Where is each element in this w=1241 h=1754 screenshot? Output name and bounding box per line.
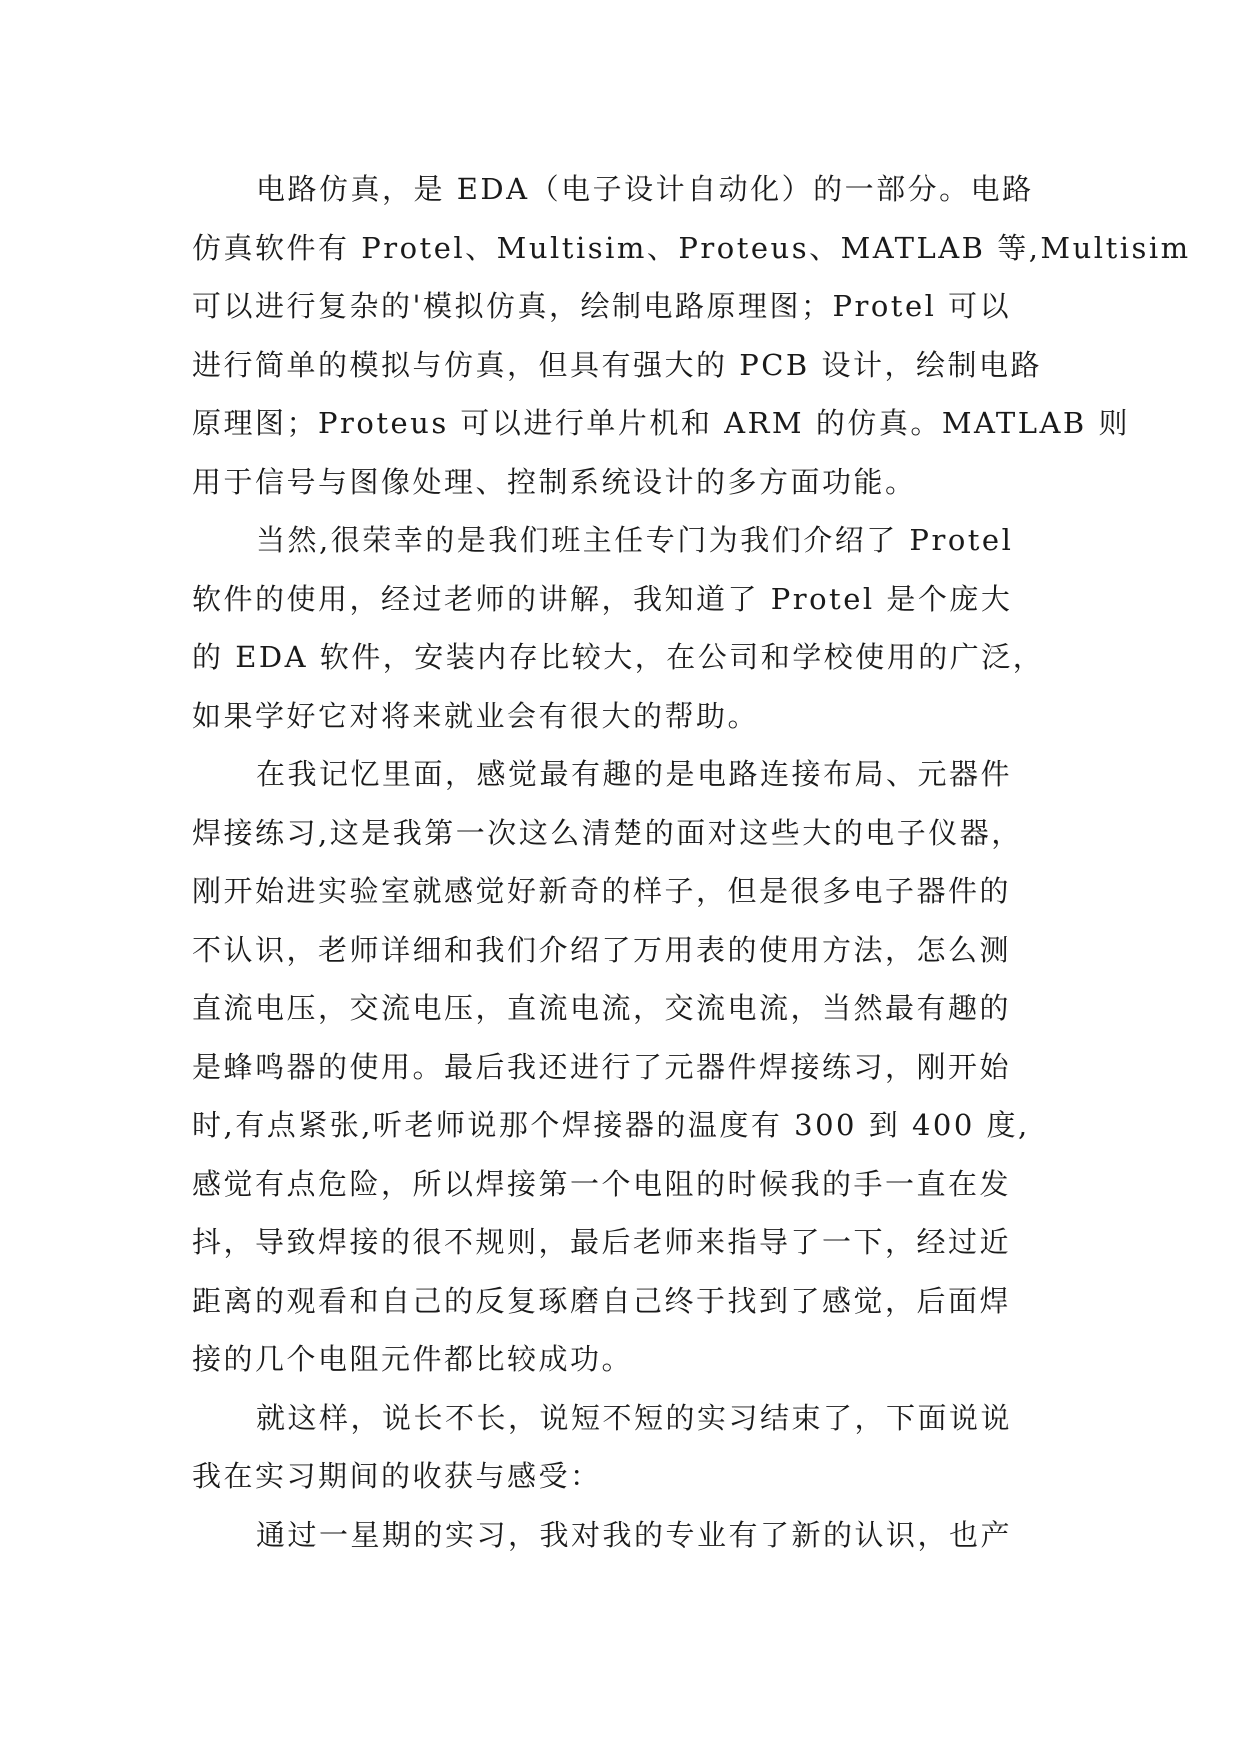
paragraph-reflection: [192, 1506, 1072, 1565]
paragraph-line: 的 EDA 软件，安装内存比较大，在公司和学校使用的广泛，: [192, 640, 1045, 674]
paragraph-line: 电路仿真，是 EDA（电子设计自动化）的一部分。电路: [256, 172, 1034, 206]
paragraph-line: 感觉有点危险，所以焊接第一个电阻的时候我的手一直在发: [192, 1166, 1012, 1201]
paragraph-line: 是蜂鸣器的使用。最后我还进行了元器件焊接练习，刚开始: [192, 1049, 1012, 1084]
paragraph-line: 距离的观看和自己的反复琢磨自己终于找到了感觉，后面焊: [192, 1283, 1012, 1318]
paragraph-line: 接的几个电阻元件都比较成功。: [192, 1342, 634, 1376]
paragraph-line: 在我记忆里面，感觉最有趣的是电路连接布局、元器件: [256, 757, 1013, 791]
paragraph-line: 通过一星期的实习，我对我的专业有了新的认识，也产: [256, 1517, 1013, 1552]
paragraph-line: 用于信号与图像处理、控制系统设计的多方面功能。: [192, 464, 917, 499]
paragraph-line: 仿真软件有 Protel、Multisim、Proteus、MATLAB 等,Multisim: [192, 230, 1191, 265]
paragraph-eda-simulation: [192, 160, 1191, 511]
paragraph-line: 当然,很荣幸的是我们班主任专门为我们介绍了 Protel: [256, 523, 1014, 557]
paragraph-line: 焊接练习,这是我第一次这么清楚的面对这些大的电子仪器，: [192, 815, 1023, 850]
paragraph-line: 不认识，老师详细和我们介绍了万用表的使用方法，怎么测: [192, 932, 1012, 967]
paragraph-protel-intro: [192, 511, 1072, 745]
paragraph-soldering-practice: [192, 745, 1072, 1389]
paragraph-line: 软件的使用，经过老师的讲解，我知道了 Protel 是个庞大: [192, 581, 1013, 616]
paragraph-line: 就这样，说长不长，说短不短的实习结束了，下面说说: [256, 1400, 1013, 1435]
paragraph-line: 如果学好它对将来就业会有很大的帮助。: [192, 698, 760, 733]
paragraph-line: 进行简单的模拟与仿真，但具有强大的 PCB 设计，绘制电路: [192, 347, 1042, 382]
paragraph-line: 刚开始进实验室就感觉好新奇的样子，但是很多电子器件的: [192, 874, 1012, 908]
paragraph-line: 原理图；Proteus 可以进行单片机和 ARM 的仿真。MATLAB 则: [192, 406, 1130, 440]
paragraph-line: 时,有点紧张,听老师说那个焊接器的温度有 300 到 400 度,: [192, 1108, 1030, 1142]
paragraph-line: 我在实习期间的收获与感受：: [192, 1459, 602, 1493]
paragraph-line: 直流电压，交流电压，直流电流，交流电流，当然最有趣的: [192, 991, 1012, 1025]
paragraph-line: 抖，导致焊接的很不规则，最后老师来指导了一下，经过近: [192, 1225, 1012, 1259]
paragraph-line: 可以进行复杂的'模拟仿真，绘制电路原理图；Protel 可以: [192, 289, 1012, 323]
document-body: [192, 160, 1191, 1564]
paragraph-internship-end: [192, 1389, 1072, 1506]
